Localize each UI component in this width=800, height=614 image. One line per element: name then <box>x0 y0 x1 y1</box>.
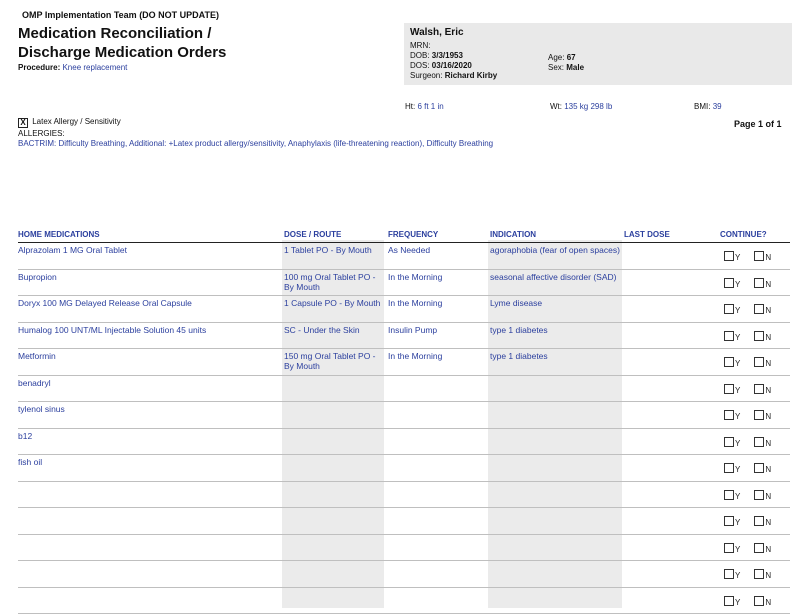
continue-yes-checkbox[interactable] <box>724 463 734 473</box>
frequency: Insulin Pump <box>388 325 486 335</box>
height-field <box>405 102 444 111</box>
indication: type 1 diabetes <box>490 351 620 361</box>
bmi-value: 39 <box>713 102 722 111</box>
continue-yes-checkbox[interactable] <box>724 384 734 394</box>
continue-yes-checkbox[interactable] <box>724 569 734 579</box>
continue-choice <box>724 304 771 315</box>
no-label: N <box>765 492 771 501</box>
col-home-medications: HOME MEDICATIONS <box>18 230 100 239</box>
continue-no-checkbox[interactable] <box>754 569 764 579</box>
surgeon-value: Richard Kirby <box>445 71 497 80</box>
continue-no-checkbox[interactable] <box>754 278 764 288</box>
medication-name: Alprazolam 1 MG Oral Tablet <box>18 245 280 255</box>
dose-route: 100 mg Oral Tablet PO - By Mouth <box>284 272 382 292</box>
no-label: N <box>765 280 771 289</box>
medication-name: Doryx 100 MG Delayed Release Oral Capsule <box>18 298 280 308</box>
table-row <box>18 349 790 376</box>
allergies-heading: ALLERGIES: <box>18 129 493 139</box>
procedure <box>18 63 127 72</box>
medication-name: tylenol sinus <box>18 404 280 414</box>
continue-choice <box>724 543 771 554</box>
dob-label: DOB: <box>410 51 430 60</box>
col-dose-route: DOSE / ROUTE <box>284 230 341 239</box>
sex-field <box>548 63 584 72</box>
procedure-value: Knee replacement <box>62 63 127 72</box>
height-value: 6 ft 1 in <box>417 102 443 111</box>
indication: type 1 diabetes <box>490 325 620 335</box>
dos-value: 03/16/2020 <box>432 61 472 70</box>
continue-no-checkbox[interactable] <box>754 251 764 261</box>
continue-yes-checkbox[interactable] <box>724 331 734 341</box>
continue-choice <box>724 569 771 580</box>
table-row <box>18 508 790 535</box>
weight-value: 135 kg 298 lb <box>564 102 612 111</box>
surgeon-field <box>410 71 497 80</box>
sex-label: Sex: <box>548 63 564 72</box>
mrn-label: MRN: <box>410 41 430 50</box>
yes-label: Y <box>735 465 740 474</box>
table-row <box>18 561 790 588</box>
dos-label: DOS: <box>410 61 430 70</box>
table-row <box>18 296 790 323</box>
dose-route: 150 mg Oral Tablet PO - By Mouth <box>284 351 382 371</box>
page-number: Page 1 of 1 <box>734 119 782 129</box>
continue-yes-checkbox[interactable] <box>724 357 734 367</box>
col-last-dose: LAST DOSE <box>624 230 670 239</box>
frequency: In the Morning <box>388 298 486 308</box>
no-label: N <box>765 545 771 554</box>
yes-label: Y <box>735 333 740 342</box>
table-row <box>18 535 790 562</box>
indication: agoraphobia (fear of open spaces) <box>490 245 620 255</box>
dob-field <box>410 51 463 60</box>
continue-no-checkbox[interactable] <box>754 384 764 394</box>
continue-yes-checkbox[interactable] <box>724 410 734 420</box>
table-row <box>18 323 790 350</box>
latex-allergy <box>18 117 121 128</box>
indication: seasonal affective disorder (SAD) <box>490 272 620 282</box>
age-label: Age: <box>548 53 564 62</box>
continue-yes-checkbox[interactable] <box>724 490 734 500</box>
no-label: N <box>765 412 771 421</box>
age-field <box>548 53 576 62</box>
col-indication: INDICATION <box>490 230 536 239</box>
continue-yes-checkbox[interactable] <box>724 304 734 314</box>
col-frequency: FREQUENCY <box>388 230 438 239</box>
continue-choice <box>724 357 771 368</box>
continue-choice <box>724 278 771 289</box>
continue-yes-checkbox[interactable] <box>724 251 734 261</box>
dob-value: 3/3/1953 <box>432 51 463 60</box>
continue-no-checkbox[interactable] <box>754 490 764 500</box>
no-label: N <box>765 333 771 342</box>
yes-label: Y <box>735 306 740 315</box>
medication-name: benadryl <box>18 378 280 388</box>
no-label: N <box>765 465 771 474</box>
continue-choice <box>724 596 771 607</box>
continue-yes-checkbox[interactable] <box>724 278 734 288</box>
patient-info-box <box>404 23 792 85</box>
continue-no-checkbox[interactable] <box>754 357 764 367</box>
continue-no-checkbox[interactable] <box>754 410 764 420</box>
continue-no-checkbox[interactable] <box>754 463 764 473</box>
bmi-label: BMI: <box>694 102 710 111</box>
frequency: In the Morning <box>388 272 486 282</box>
table-header <box>18 228 790 243</box>
surgeon-label: Surgeon: <box>410 71 442 80</box>
yes-label: Y <box>735 492 740 501</box>
yes-label: Y <box>735 545 740 554</box>
patient-name: Walsh, Eric <box>410 27 464 38</box>
table-row <box>18 588 790 614</box>
latex-label: Latex Allergy / Sensitivity <box>32 117 120 126</box>
continue-no-checkbox[interactable] <box>754 331 764 341</box>
allergies-text: BACTRIM: Difficulty Breathing, Additional: +Latex product allergy/sensitivity, Anaphylaxis (life-threatening reaction), Difficulty Breathing <box>18 139 493 149</box>
continue-no-checkbox[interactable] <box>754 543 764 553</box>
continue-yes-checkbox[interactable] <box>724 543 734 553</box>
medication-table <box>18 228 790 614</box>
frequency: As Needed <box>388 245 486 255</box>
yes-label: Y <box>735 412 740 421</box>
continue-choice <box>724 516 771 527</box>
no-label: N <box>765 571 771 580</box>
medication-name: Metformin <box>18 351 280 361</box>
continue-choice <box>724 437 771 448</box>
table-body <box>18 243 790 614</box>
continue-choice <box>724 251 771 262</box>
no-label: N <box>765 253 771 262</box>
yes-label: Y <box>735 253 740 262</box>
continue-no-checkbox[interactable] <box>754 304 764 314</box>
sex-value: Male <box>566 63 584 72</box>
yes-label: Y <box>735 439 740 448</box>
dos-field <box>410 61 472 70</box>
continue-choice <box>724 410 771 421</box>
table-row <box>18 429 790 456</box>
yes-label: Y <box>735 598 740 607</box>
no-label: N <box>765 439 771 448</box>
continue-yes-checkbox[interactable] <box>724 516 734 526</box>
procedure-label: Procedure: <box>18 63 60 72</box>
no-label: N <box>765 598 771 607</box>
continue-choice <box>724 490 771 501</box>
no-label: N <box>765 518 771 527</box>
no-label: N <box>765 306 771 315</box>
team-name: OMP Implementation Team (DO NOT UPDATE) <box>22 10 219 20</box>
allergies <box>18 129 493 149</box>
continue-no-checkbox[interactable] <box>754 437 764 447</box>
title-line-2: Discharge Medication Orders <box>18 43 226 62</box>
page-title <box>18 24 226 62</box>
dose-route: 1 Tablet PO - By Mouth <box>284 245 382 255</box>
indication: Lyme disease <box>490 298 620 308</box>
dose-route: 1 Capsule PO - By Mouth <box>284 298 382 308</box>
continue-no-checkbox[interactable] <box>754 516 764 526</box>
frequency: In the Morning <box>388 351 486 361</box>
medication-name: fish oil <box>18 457 280 467</box>
no-label: N <box>765 386 771 395</box>
table-row <box>18 482 790 509</box>
continue-choice <box>724 463 771 474</box>
yes-label: Y <box>735 571 740 580</box>
yes-label: Y <box>735 359 740 368</box>
title-line-1: Medication Reconciliation / <box>18 24 226 43</box>
no-label: N <box>765 359 771 368</box>
table-row <box>18 455 790 482</box>
bmi-field <box>694 102 722 111</box>
table-row <box>18 270 790 297</box>
mrn-field <box>410 41 430 50</box>
yes-label: Y <box>735 518 740 527</box>
dose-route: SC - Under the Skin <box>284 325 382 335</box>
latex-checkbox[interactable]: X <box>18 118 28 128</box>
medication-name: b12 <box>18 431 280 441</box>
medication-name: Bupropion <box>18 272 280 282</box>
continue-yes-checkbox[interactable] <box>724 596 734 606</box>
table-row <box>18 243 790 270</box>
medication-name: Humalog 100 UNT/ML Injectable Solution 45 units <box>18 325 280 335</box>
yes-label: Y <box>735 280 740 289</box>
height-label: Ht: <box>405 102 415 111</box>
age-value: 67 <box>567 53 576 62</box>
continue-no-checkbox[interactable] <box>754 596 764 606</box>
table-row <box>18 376 790 403</box>
table-row <box>18 402 790 429</box>
weight-field <box>550 102 612 111</box>
weight-label: Wt: <box>550 102 562 111</box>
continue-yes-checkbox[interactable] <box>724 437 734 447</box>
continue-choice <box>724 331 771 342</box>
continue-choice <box>724 384 771 395</box>
yes-label: Y <box>735 386 740 395</box>
col-continue: CONTINUE? <box>720 230 767 239</box>
